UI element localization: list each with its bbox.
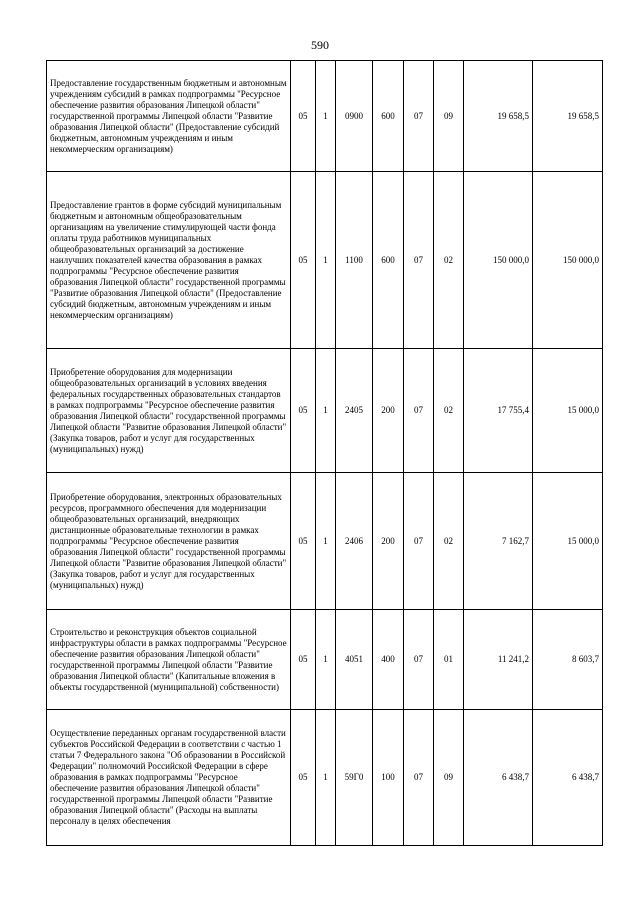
cell-amount-2: 6 438,7 [533, 710, 603, 846]
cell-amount-1: 17 755,4 [464, 349, 533, 473]
cell-amount-1: 7 162,7 [464, 473, 533, 610]
cell-code-5: 07 [404, 172, 434, 349]
row-description: Приобретение оборудования, электронных образовательных ресурсов, программного обеспечения для модернизации общеобразовательных организаций, внедряющих дистанционные образовательные технологии в рамках подпрограммы "Ресурсное обеспечение развития образования Липецкой области" государственной программы Липецкой области "Развитие образования Липецкой области" (Закупка товаров, работ и услуг для государственных (муниципальных) нужд) [47, 473, 291, 610]
cell-code-5: 07 [404, 349, 434, 473]
cell-code-2: 1 [316, 710, 336, 846]
cell-code-6: 02 [434, 349, 464, 473]
cell-code-4: 600 [373, 61, 404, 172]
cell-code-3: 1100 [336, 172, 373, 349]
cell-code-3: 2405 [336, 349, 373, 473]
cell-amount-2: 15 000,0 [533, 473, 603, 610]
cell-code-6: 09 [434, 710, 464, 846]
table-row [47, 610, 603, 710]
table-row [47, 349, 603, 473]
cell-code-5: 07 [404, 61, 434, 172]
page-number: 590 [311, 38, 329, 52]
row-description: Предоставление грантов в форме субсидий муниципальным бюджетным и автономным общеобразовательным организациям на увеличение стимулирующей части фонда оплаты труда работников муниципальных общеобразовательных организаций за достижение наилучших показателей качества образования в рамках подпрограммы "Ресурсное обеспечение развития образования Липецкой области" государственной программы "Развитие образования Липецкой области" (Предоставление субсидий бюджетным, автономным учреждениям и иным некоммерческим организациям) [47, 172, 291, 349]
cell-code-2: 1 [316, 473, 336, 610]
cell-code-2: 1 [316, 610, 336, 710]
cell-amount-1: 6 438,7 [464, 710, 533, 846]
cell-code-6: 02 [434, 172, 464, 349]
cell-amount-1: 11 241,2 [464, 610, 533, 710]
table-row [47, 710, 603, 846]
cell-code-2: 1 [316, 61, 336, 172]
row-description: Строительство и реконструкция объектов социальной инфраструктуры области в рамках подпрограммы "Ресурсное обеспечение развития образования Липецкой области" государственной программы Липецкой области "Развитие образования Липецкой области" (Капитальные вложения в объекты государственной (муниципальной) собственности) [47, 610, 291, 710]
table-row [47, 172, 603, 349]
cell-code-4: 100 [373, 710, 404, 846]
cell-code-5: 07 [404, 710, 434, 846]
cell-code-4: 200 [373, 473, 404, 610]
cell-code-6: 01 [434, 610, 464, 710]
cell-code-3: 59Г0 [336, 710, 373, 846]
cell-code-6: 02 [434, 473, 464, 610]
cell-code-6: 09 [434, 61, 464, 172]
cell-code-4: 400 [373, 610, 404, 710]
table-row [47, 61, 603, 172]
cell-code-3: 0900 [336, 61, 373, 172]
cell-amount-2: 19 658,5 [533, 61, 603, 172]
cell-code-1: 05 [291, 349, 316, 473]
cell-code-1: 05 [291, 61, 316, 172]
cell-code-2: 1 [316, 172, 336, 349]
cell-code-1: 05 [291, 172, 316, 349]
cell-code-4: 200 [373, 349, 404, 473]
cell-code-5: 07 [404, 610, 434, 710]
cell-code-4: 600 [373, 172, 404, 349]
cell-amount-2: 15 000,0 [533, 349, 603, 473]
cell-code-5: 07 [404, 473, 434, 610]
cell-code-3: 4051 [336, 610, 373, 710]
row-description: Приобретение оборудования для модернизации общеобразовательных организаций в условиях введения федеральных государственных образовательных стандартов в рамках подпрограммы "Ресурсное обеспечение развития образования Липецкой области" государственной программы Липецкой области "Развитие образования Липецкой области" (Закупка товаров, работ и услуг для государственных (муниципальных) нужд) [47, 349, 291, 473]
cell-amount-1: 19 658,5 [464, 61, 533, 172]
cell-amount-2: 8 603,7 [533, 610, 603, 710]
table-row [47, 473, 603, 610]
cell-code-2: 1 [316, 349, 336, 473]
row-description: Предоставление государственным бюджетным и автономным учреждениям субсидий в рамках подпрограммы "Ресурсное обеспечение развития образования Липецкой области" государственной программы Липецкой области "Развитие образования Липецкой области" (Предоставление субсидий бюджетным, автономным учреждениям и иным некоммерческим организациям) [47, 61, 291, 172]
cell-amount-1: 150 000,0 [464, 172, 533, 349]
cell-code-1: 05 [291, 473, 316, 610]
cell-code-3: 2406 [336, 473, 373, 610]
cell-amount-2: 150 000,0 [533, 172, 603, 349]
cell-code-1: 05 [291, 710, 316, 846]
row-description: Осуществление переданных органам государственной власти субъектов Российской Федерации в соответствии с частью 1 статьи 7 Федерального закона "Об образовании в Российской Федерации" полномочий Российской Федерации в сфере образования в рамках подпрограммы "Ресурсное обеспечение развития образования Липецкой области" государственной программы Липецкой области "Развитие образования Липецкой области" (Расходы на выплаты персоналу в целях обеспечения [47, 710, 291, 846]
cell-code-1: 05 [291, 610, 316, 710]
budget-table [46, 60, 603, 846]
